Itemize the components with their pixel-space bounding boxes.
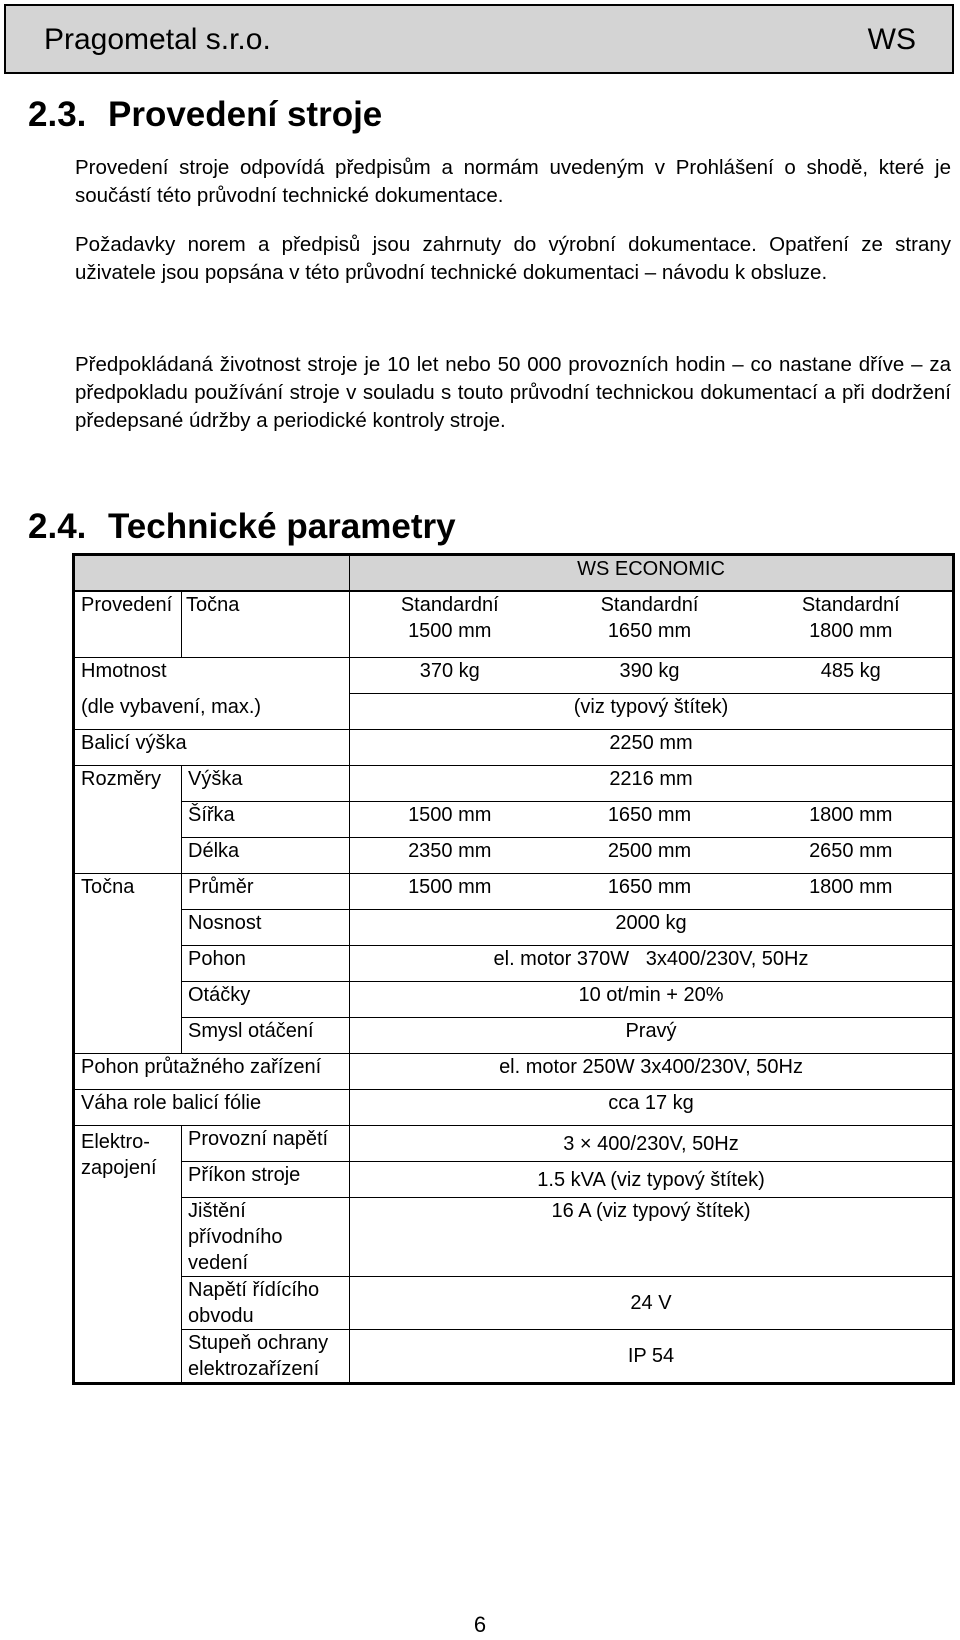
- page-number: 6: [473, 1612, 487, 1637]
- table-cell: el. motor 250W 3x400/230V, 50Hz: [350, 1054, 954, 1090]
- row-sublabel: Provozní napětí: [182, 1126, 350, 1162]
- table-row: [74, 1054, 954, 1090]
- table-row: [74, 730, 954, 766]
- table-cell: 370 kg: [350, 658, 550, 694]
- section-number: 2.4.: [28, 507, 87, 546]
- paragraph-2: Požadavky norem a předpisů jsou zahrnuty do výrobní dokumentace. Opatření ze strany uživatele jsou popsána v této průvodní technické dokumentaci – návodu k obsluze.: [75, 233, 951, 284]
- table-cell: 1500 mm: [350, 802, 550, 838]
- table-cell: Pravý: [350, 1018, 954, 1054]
- table-row: [74, 1018, 954, 1054]
- section-number: 2.3.: [28, 95, 87, 134]
- table-row: [74, 874, 954, 910]
- row-label: Balicí výška: [74, 730, 350, 766]
- table-cell: 2500 mm: [550, 838, 750, 874]
- table-cell: Standardní 1800 mm: [750, 591, 954, 658]
- row-sublabel: Průměr: [182, 874, 350, 910]
- section-heading-2-4: [28, 507, 456, 547]
- table-cell: (viz typový štítek): [350, 694, 954, 730]
- table-cell: 1.5 kVA (viz typový štítek): [350, 1162, 954, 1198]
- row-sublabel: Výška: [182, 766, 350, 802]
- table-cell: cca 17 kg: [350, 1090, 954, 1126]
- table-row: [74, 1277, 954, 1330]
- row-sublabel: Točna: [182, 591, 350, 658]
- page-header: [4, 4, 954, 74]
- row-sublabel: Smysl otáčení: [182, 1018, 350, 1054]
- row-sublabel: Šířka: [182, 802, 350, 838]
- technical-parameters-table: [72, 553, 955, 1385]
- table-cell: 2000 kg: [350, 910, 954, 946]
- table-cell: 485 kg: [750, 658, 954, 694]
- row-sublabel: Stupeň ochrany elektrozařízení: [182, 1330, 350, 1384]
- table-row: [74, 802, 954, 838]
- model-header-cell: WS ECONOMIC: [350, 555, 954, 591]
- row-label: Elektro- zapojení: [74, 1126, 182, 1384]
- table-row: [74, 838, 954, 874]
- row-label: Točna: [74, 874, 182, 1054]
- table-cell: 1650 mm: [550, 802, 750, 838]
- row-sublabel: Jištění přívodního vedení: [182, 1198, 350, 1277]
- table-row: [74, 555, 954, 591]
- table-cell: Standardní 1650 mm: [550, 591, 750, 658]
- row-sublabel: Pohon: [182, 946, 350, 982]
- row-sublabel: Napětí řídícího obvodu: [182, 1277, 350, 1330]
- table-row: [74, 591, 954, 658]
- table-cell: 1800 mm: [750, 874, 954, 910]
- section-title: Provedení stroje: [108, 95, 383, 134]
- table-row: [74, 946, 954, 982]
- table-row: [74, 1198, 954, 1277]
- table-cell: 10 ot/min + 20%: [350, 982, 954, 1018]
- table-row: [74, 1162, 954, 1198]
- table-header-blank: [74, 555, 350, 591]
- table-cell: 16 A (viz typový štítek): [350, 1198, 954, 1277]
- row-sublabel: Příkon stroje: [182, 1162, 350, 1198]
- paragraph-1: Provedení stroje odpovídá předpisům a normám uvedeným v Prohlášení o shodě, které je součástí této průvodní technické dokumentace.: [75, 156, 951, 207]
- table-cell: 1650 mm: [550, 874, 750, 910]
- table-row: [74, 658, 954, 694]
- table-cell: IP 54: [627, 1345, 675, 1367]
- row-sublabel: Délka: [182, 838, 350, 874]
- table-row: [74, 766, 954, 802]
- table-cell: 2250 mm: [350, 730, 954, 766]
- table-cell: 3 × 400/230V, 50Hz: [350, 1126, 954, 1162]
- table-row: [74, 694, 954, 730]
- row-sublabel: Nosnost: [182, 910, 350, 946]
- table-cell: 2650 mm: [750, 838, 954, 874]
- table-cell: 390 kg: [550, 658, 750, 694]
- section-heading-2-3: [28, 95, 382, 135]
- table-row: [74, 1126, 954, 1162]
- row-label: Provedení: [74, 591, 182, 658]
- table-cell: 24 V: [350, 1277, 954, 1330]
- table-row: [74, 982, 954, 1018]
- table-cell: el. motor 370W 3x400/230V, 50Hz: [350, 946, 954, 982]
- section-title: Technické parametry: [108, 507, 456, 546]
- row-label: Hmotnost: [74, 658, 350, 694]
- table-row: [74, 1330, 954, 1384]
- table-row: [74, 910, 954, 946]
- row-label: Rozměry: [74, 766, 182, 874]
- table-row: [74, 1090, 954, 1126]
- table-cell: 1800 mm: [750, 802, 954, 838]
- table-cell: 2350 mm: [350, 838, 550, 874]
- table-cell: 1500 mm: [350, 874, 550, 910]
- table-cell: Standardní 1500 mm: [350, 591, 550, 658]
- row-label: Váha role balicí fólie: [74, 1090, 350, 1126]
- model-name: WS: [867, 23, 916, 56]
- company-name: Pragometal s.r.o.: [44, 23, 271, 56]
- row-sublabel: Otáčky: [182, 982, 350, 1018]
- paragraph-3: Předpokládaná životnost stroje je 10 let nebo 50 000 provozních hodin – co nastane dříve – za předpokladu používání stroje v souladu s touto průvodní technickou dokumentací a při dodržení předepsané údržby a periodické kontroly stroje.: [75, 353, 951, 432]
- row-label: Pohon průtažného zařízení: [74, 1054, 350, 1090]
- table-cell: 2216 mm: [350, 766, 954, 802]
- row-label: (dle vybavení, max.): [74, 694, 350, 730]
